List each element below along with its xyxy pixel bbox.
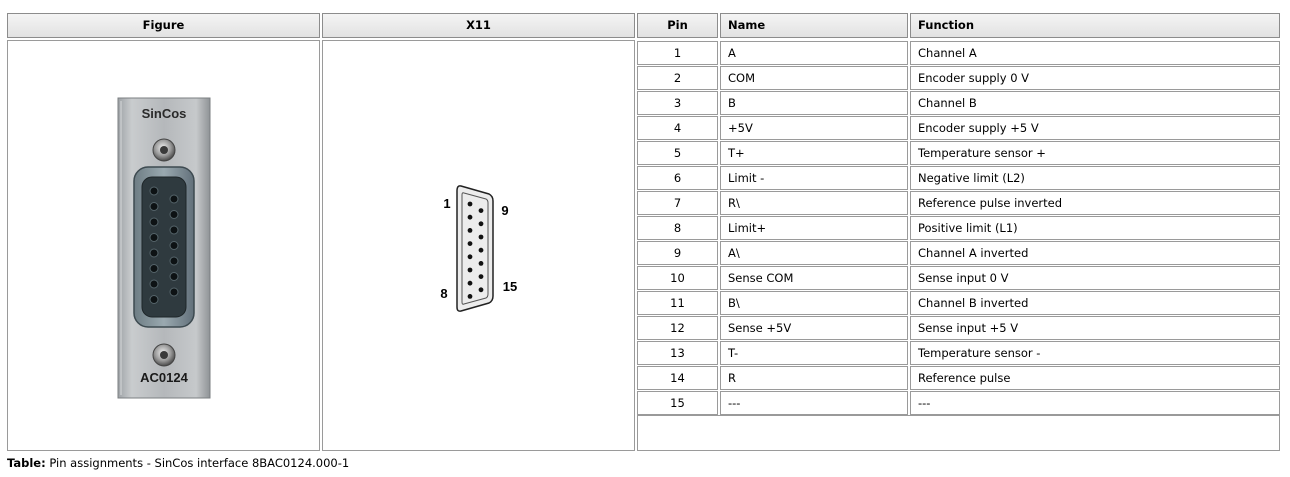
name-cell: R\ [720,191,908,215]
function-cell: Encoder supply +5 V [910,116,1280,140]
header-pin: Pin [637,13,718,38]
name-cell: --- [720,391,908,415]
caption-text: Pin assignments - SinCos interface 8BAC0124.000-1 [45,456,350,470]
sincos-module-image [8,41,319,450]
connector-pin [468,202,473,207]
name-cell: +5V [720,116,908,140]
function-cell: Reference pulse [910,366,1280,390]
connector-pin [468,294,473,299]
module-pin-socket [150,265,158,273]
pin-cell: 14 [637,366,718,390]
connector-pin [479,274,484,279]
connector-pin [479,287,484,292]
function-cell: Sense input 0 V [910,266,1280,290]
name-cell: B\ [720,291,908,315]
connector-pin [468,228,473,233]
function-cell: Sense input +5 V [910,316,1280,340]
function-cell: Channel B inverted [910,291,1280,315]
pin-cell: 10 [637,266,718,290]
pin-label-9: 9 [501,203,509,218]
function-cell: Encoder supply 0 V [910,66,1280,90]
x11-cell [322,40,635,451]
function-cell: Negative limit (L2) [910,166,1280,190]
pin-label-8: 8 [440,286,448,301]
function-cell: Channel A [910,41,1280,65]
module-pin-socket [170,257,178,265]
connector-pin [468,281,473,286]
connector-pin [479,235,484,240]
name-cell: Sense +5V [720,316,908,340]
module-pin-socket [170,211,178,219]
pin-cell: 13 [637,341,718,365]
connector-pin [468,268,473,273]
connector-pin [468,215,473,220]
pin-cell: 1 [637,41,718,65]
name-cell: B [720,91,908,115]
module-pin-socket [170,288,178,296]
x11-connector-diagram [323,41,634,450]
name-cell: Sense COM [720,266,908,290]
name-cell: R [720,366,908,390]
name-cell: A\ [720,241,908,265]
function-cell: Reference pulse inverted [910,191,1280,215]
table-caption [7,456,349,470]
module-pin-socket [150,218,158,226]
connector-pin [468,241,473,246]
header-name: Name [720,13,908,38]
module-pin-socket [150,296,158,304]
function-cell: Channel B [910,91,1280,115]
function-cell: Temperature sensor + [910,141,1280,165]
function-cell: Positive limit (L1) [910,216,1280,240]
connector-pin [479,221,484,226]
connector-pin [479,208,484,213]
name-cell: A [720,41,908,65]
module-pin-socket [170,242,178,250]
module-pin-socket [150,280,158,288]
module-pin-socket [150,234,158,242]
header-function: Function [910,13,1280,38]
connector-pin [479,248,484,253]
name-cell: Limit - [720,166,908,190]
module-pin-socket [170,226,178,234]
pin-label-15: 15 [502,279,518,294]
pin-label-1: 1 [443,196,451,211]
name-cell: COM [720,66,908,90]
pin-cell: 12 [637,316,718,340]
header-figure: Figure [7,13,320,38]
module-pin-socket [150,187,158,195]
pin-cell: 15 [637,391,718,415]
pin-cell: 8 [637,216,718,240]
connector-pin [479,261,484,266]
pin-cell: 7 [637,191,718,215]
caption-prefix: Table: [7,456,46,470]
pin-cell: 5 [637,141,718,165]
module-pin-socket [150,249,158,257]
pin-cell: 11 [637,291,718,315]
pin-cell: 4 [637,116,718,140]
name-cell: Limit+ [720,216,908,240]
pin-cell: 3 [637,91,718,115]
function-cell: --- [910,391,1280,415]
pin-cell: 2 [637,66,718,90]
function-cell: Temperature sensor - [910,341,1280,365]
function-cell: Channel A inverted [910,241,1280,265]
header-x11: X11 [322,13,635,38]
module-pin-socket [170,273,178,281]
module-pin-socket [170,195,178,203]
pin-cell: 9 [637,241,718,265]
module-part-label: AC0124 [140,370,188,385]
figure-cell [7,40,320,451]
name-cell: T+ [720,141,908,165]
connector-pin [468,254,473,259]
pin-table-filler [637,415,1280,451]
pin-cell: 6 [637,166,718,190]
module-label: SinCos [141,106,187,121]
module-pin-socket [150,203,158,211]
name-cell: T- [720,341,908,365]
